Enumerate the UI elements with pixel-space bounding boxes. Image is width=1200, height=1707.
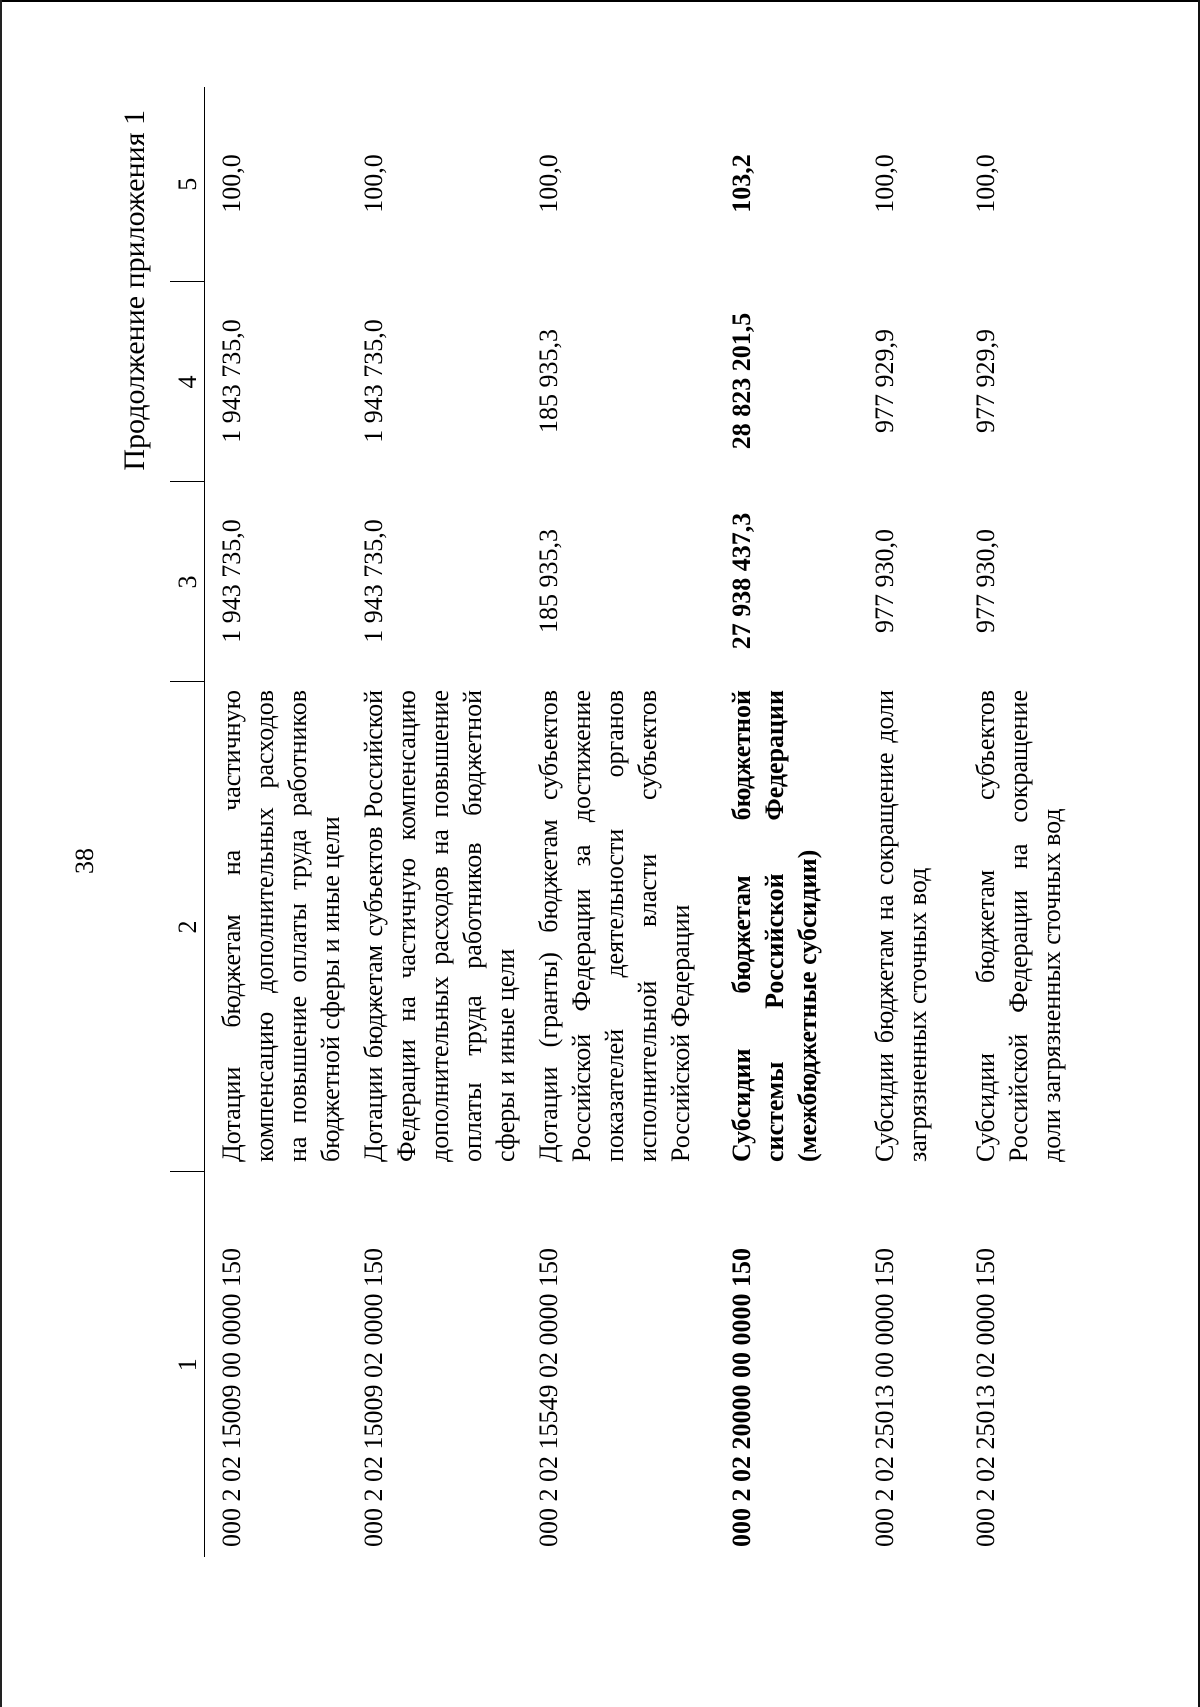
budget-code: 000 2 02 20000 00 0000 150 xyxy=(727,1248,756,1547)
budget-code: 000 2 02 15009 00 0000 150 xyxy=(217,1248,246,1547)
execution-percent: 100,0 xyxy=(971,154,1000,213)
execution-percent: 100,0 xyxy=(870,154,899,213)
actual-amount: 977 929,9 xyxy=(870,329,899,433)
execution-percent: 103,2 xyxy=(727,154,756,213)
table-row xyxy=(858,87,959,1557)
item-description: Субсидии бюджетам на сокращение доли загрязненных сточных вод xyxy=(870,690,932,1162)
actual-amount: 28 823 201,5 xyxy=(727,312,756,450)
planned-amount: 977 930,0 xyxy=(971,529,1000,633)
planned-amount: 1 943 735,0 xyxy=(217,519,246,643)
column-header-2: 2 xyxy=(170,682,205,1172)
planned-amount: 185 935,3 xyxy=(534,529,563,633)
table-row xyxy=(347,87,522,1557)
planned-amount: 27 938 437,3 xyxy=(727,512,756,650)
execution-percent: 100,0 xyxy=(534,154,563,213)
planned-amount: 977 930,0 xyxy=(870,529,899,633)
actual-amount: 185 935,3 xyxy=(534,329,563,433)
item-description: Субсидии бюджетам бюджетной системы Российской Федерации (межбюджетные субсидии) xyxy=(727,690,822,1162)
item-description: Дотации бюджетам субъектов Российской Федерации на частичную компенсацию дополнительных расходов на повышение оплаты труда работников бюджетной сферы и иные цели xyxy=(359,690,520,1162)
item-description: Дотации бюджетам на частичную компенсацию дополнительных расходов на повышение оплаты труда работников бюджетной сферы и иные цели xyxy=(217,690,345,1162)
item-description: Субсидии бюджетам субъектов Российской Федерации на сокращение доли загрязненных сточных вод xyxy=(971,690,1066,1162)
budget-code: 000 2 02 25013 00 0000 150 xyxy=(870,1248,899,1547)
appendix-caption: Продолжение приложения 1 xyxy=(118,110,151,471)
execution-percent: 100,0 xyxy=(217,154,246,213)
column-header-4: 4 xyxy=(170,282,205,482)
column-header-3: 3 xyxy=(170,482,205,682)
actual-amount: 1 943 735,0 xyxy=(359,319,388,443)
budget-code: 000 2 02 15009 02 0000 150 xyxy=(359,1248,388,1547)
header-row xyxy=(170,87,205,1557)
budget-code: 000 2 02 25013 02 0000 150 xyxy=(971,1248,1000,1547)
table-row xyxy=(205,87,348,1557)
execution-percent: 100,0 xyxy=(359,154,388,213)
table-row xyxy=(522,87,715,1557)
actual-amount: 1 943 735,0 xyxy=(217,319,246,443)
planned-amount: 1 943 735,0 xyxy=(359,519,388,643)
budget-code: 000 2 02 15549 02 0000 150 xyxy=(534,1248,563,1547)
table-row-total xyxy=(715,87,858,1557)
table-row xyxy=(959,87,1089,1557)
actual-amount: 977 929,9 xyxy=(971,329,1000,433)
column-header-5: 5 xyxy=(170,87,205,282)
budget-table xyxy=(170,87,1089,1557)
column-header-1: 1 xyxy=(170,1172,205,1557)
item-description: Дотации (гранты) бюджетам субъектов Российской Федерации за достижение показателей деятельности органов исполнительной власти субъектов Российской Федерации xyxy=(534,690,695,1162)
page-number: 38 xyxy=(70,848,99,874)
